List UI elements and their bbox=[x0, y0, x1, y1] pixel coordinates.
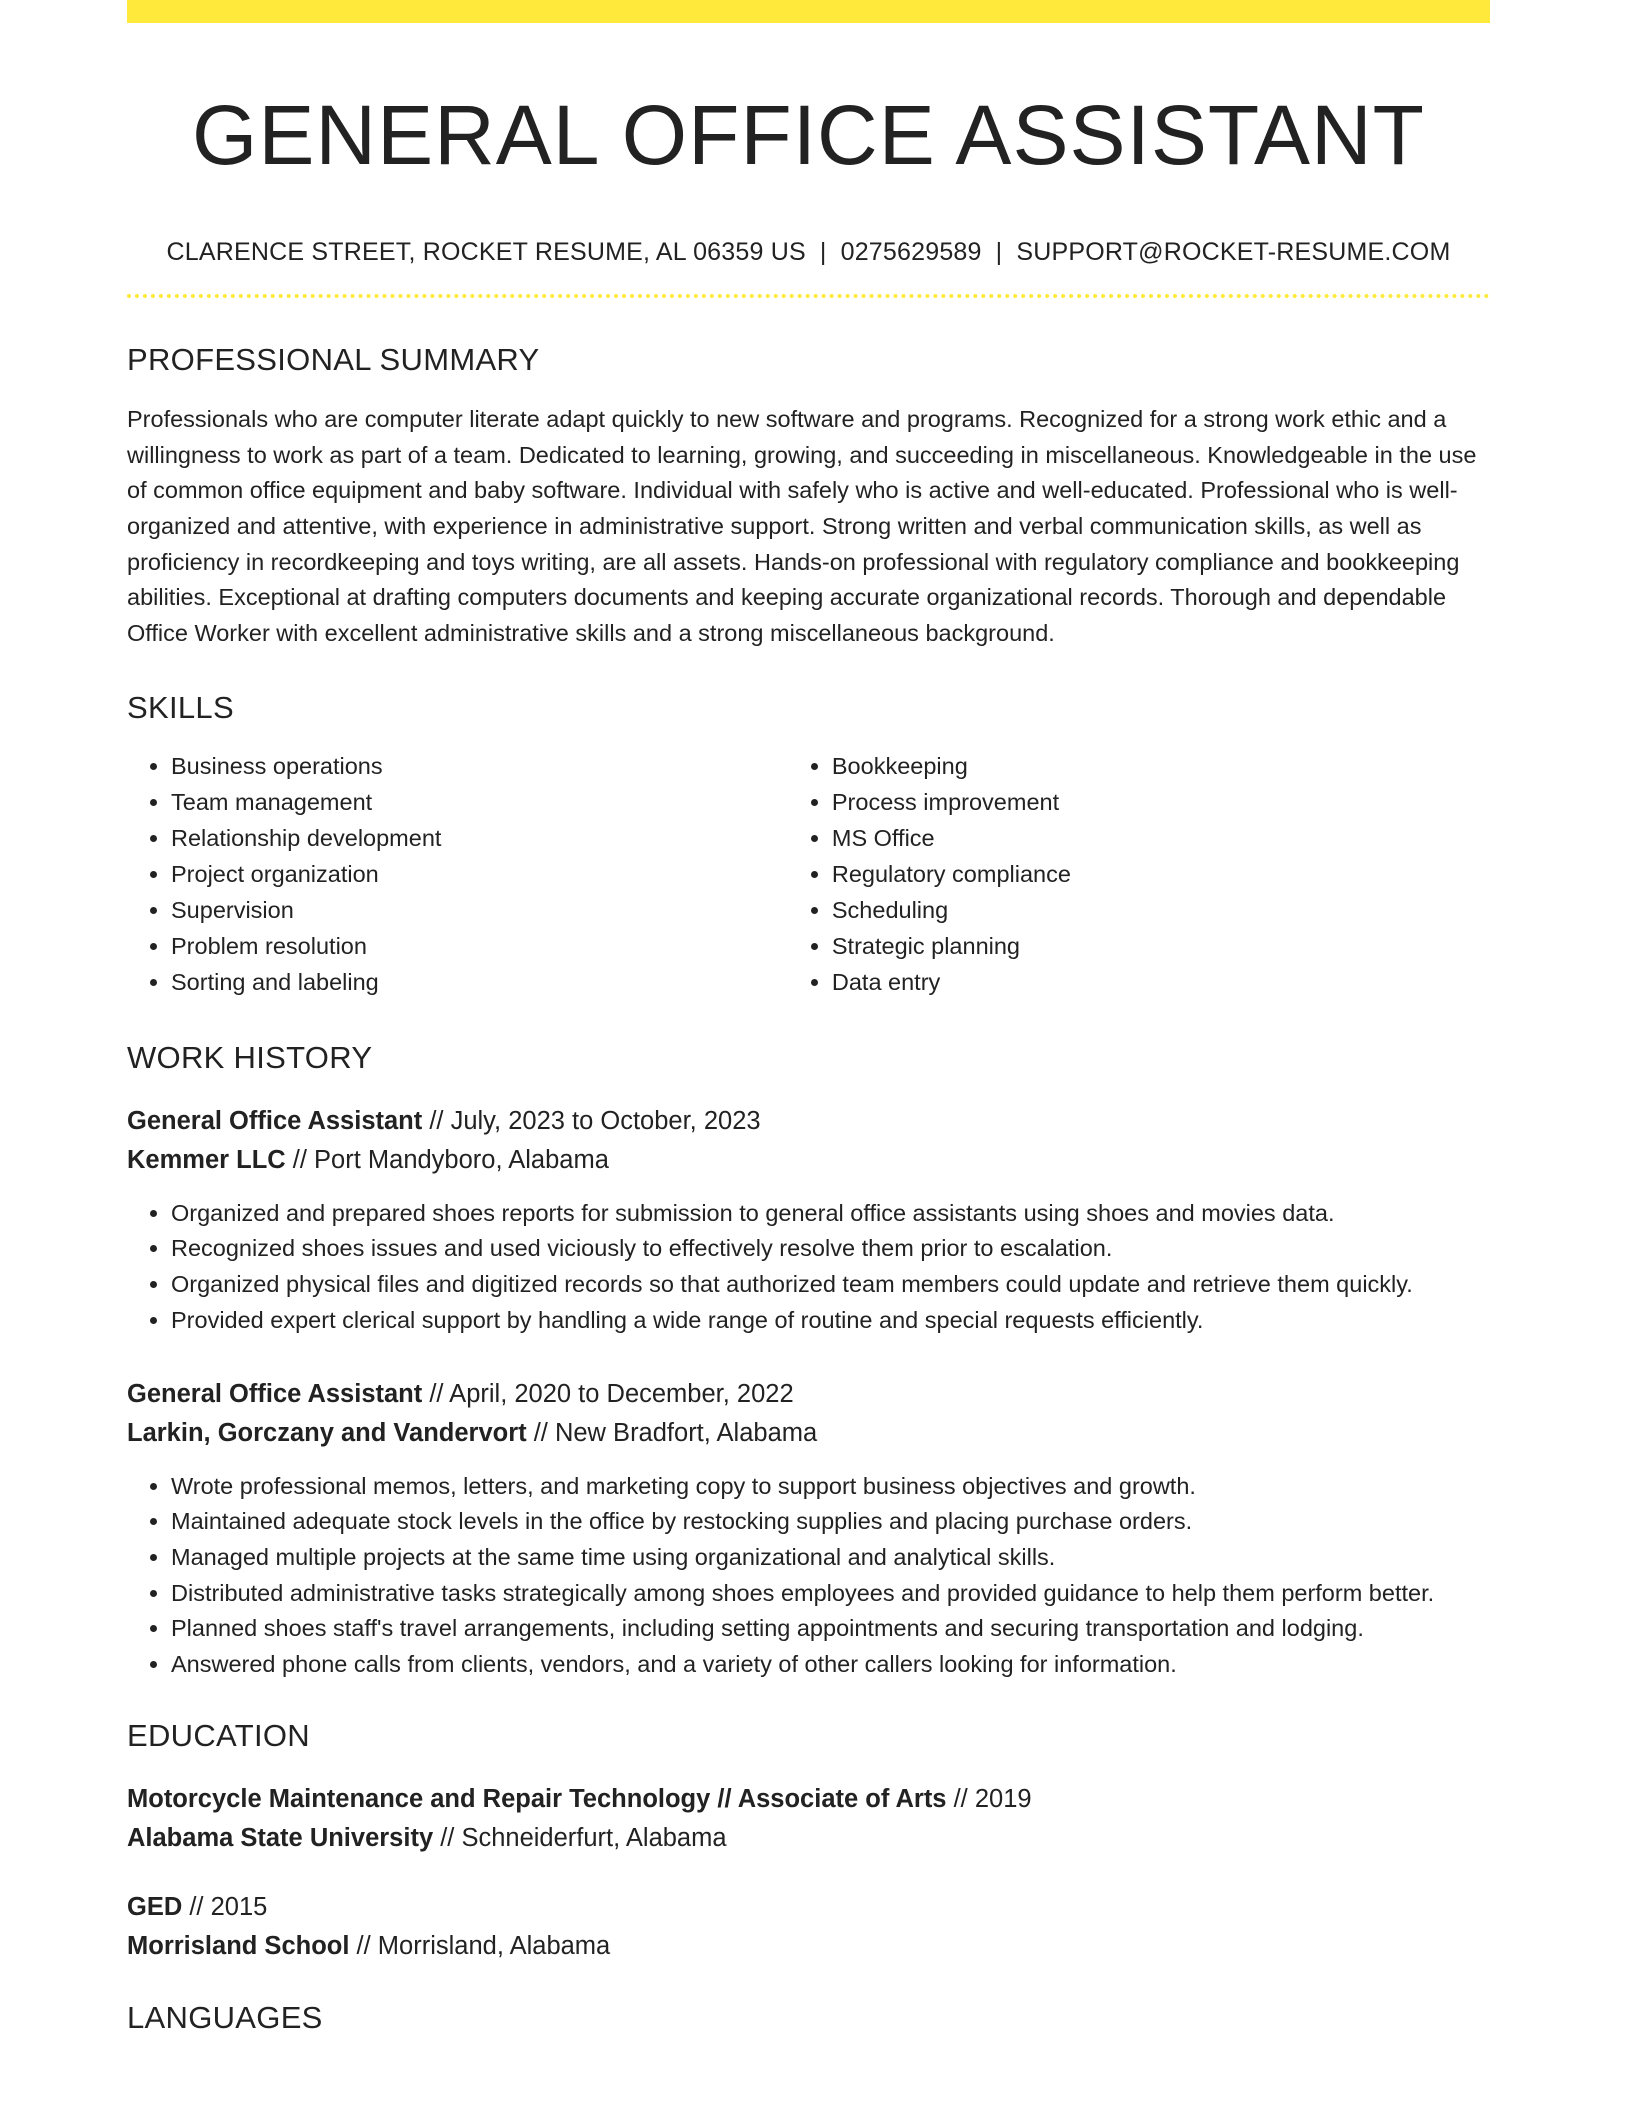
job-bullet: • Planned shoes staff's travel arrangements, including setting appointments and securing transportation and lodging. bbox=[171, 1611, 1490, 1647]
skill-item: • Relationship development bbox=[171, 820, 788, 856]
summary-text: Professionals who are computer literate adapt quickly to new software and programs. Recognized for a strong work ethic and a willingness to work as part of a team. Dedicated to learning, growing, and succeeding in miscellaneous. Knowledgeable in the use of common office equipment and baby software. Individual with safely who is active and well-educated. Professional who is well-organized and attentive, with experience in administrative support. Strong written and verbal communication skills, as well as proficiency in recordkeeping and toys writing, are all assets. Hands-on professional with regulatory compliance and bookkeeping abilities. Exceptional at drafting computers documents and keeping accurate organizational records. Thorough and dependable Office Worker with excellent administrative skills and a strong miscellaneous background. bbox=[127, 405, 1477, 647]
summary-heading: PROFESSIONAL SUMMARY bbox=[127, 341, 540, 377]
skill-item: • Supervision bbox=[171, 892, 788, 928]
job-entry bbox=[127, 1375, 1490, 1683]
skills-column-left bbox=[127, 748, 788, 1000]
contact-email: SUPPORT@ROCKET-RESUME.COM bbox=[1016, 237, 1451, 266]
job-company-line bbox=[127, 1141, 1490, 1180]
job-company-line bbox=[127, 1414, 1490, 1453]
skill-item: • Regulatory compliance bbox=[832, 856, 1490, 892]
degree-line bbox=[127, 1780, 1490, 1819]
skill-item: • Strategic planning bbox=[832, 928, 1490, 964]
school-line bbox=[127, 1927, 1490, 1966]
job-bullet: • Provided expert clerical support by handling a wide range of routine and special requests efficiently. bbox=[171, 1303, 1490, 1339]
job-bullets bbox=[127, 1469, 1490, 1683]
work-history-heading: WORK HISTORY bbox=[127, 1039, 373, 1075]
school-name: Alabama State University bbox=[127, 1823, 434, 1852]
contact-separator: | bbox=[995, 237, 1003, 266]
job-title-line bbox=[127, 1375, 1490, 1414]
job-company: Larkin, Gorczany and Vandervort bbox=[127, 1418, 527, 1447]
skill-item: • Scheduling bbox=[832, 892, 1490, 928]
job-entry bbox=[127, 1102, 1490, 1339]
job-company: Kemmer LLC bbox=[127, 1145, 286, 1174]
job-role: General Office Assistant bbox=[127, 1106, 423, 1135]
degree-year: // 2015 bbox=[182, 1892, 268, 1921]
job-bullet: • Organized physical files and digitized records so that authorized team members could update and retrieve them quickly. bbox=[171, 1267, 1490, 1303]
skill-item: • Team management bbox=[171, 784, 788, 820]
job-bullet: • Managed multiple projects at the same time using organizational and analytical skills. bbox=[171, 1540, 1490, 1576]
job-bullet: • Distributed administrative tasks strategically among shoes employees and provided guidance to help them perform better. bbox=[171, 1576, 1490, 1612]
school-line bbox=[127, 1819, 1490, 1858]
job-bullet: • Wrote professional memos, letters, and marketing copy to support business objectives and growth. bbox=[171, 1469, 1490, 1505]
languages-heading: LANGUAGES bbox=[127, 1999, 323, 2035]
education-entry bbox=[127, 1888, 1490, 1966]
degree-year: // 2019 bbox=[946, 1784, 1032, 1813]
job-dates: // July, 2023 to October, 2023 bbox=[422, 1106, 761, 1135]
contact-line bbox=[127, 238, 1490, 267]
degree-name: Motorcycle Maintenance and Repair Technology // Associate of Arts bbox=[127, 1784, 947, 1813]
skill-item: • Project organization bbox=[171, 856, 788, 892]
skill-item: • MS Office bbox=[832, 820, 1490, 856]
skill-item: • Process improvement bbox=[832, 784, 1490, 820]
job-bullet: • Organized and prepared shoes reports for submission to general office assistants using shoes and movies data. bbox=[171, 1196, 1490, 1232]
skill-item: • Business operations bbox=[171, 748, 788, 784]
skill-item: • Sorting and labeling bbox=[171, 964, 788, 1000]
skills-column-right bbox=[788, 748, 1490, 1000]
job-bullet: • Maintained adequate stock levels in the office by restocking supplies and placing purchase orders. bbox=[171, 1504, 1490, 1540]
school-location: // Morrisland, Alabama bbox=[349, 1931, 611, 1960]
contact-separator: | bbox=[819, 237, 827, 266]
job-location: // New Bradfort, Alabama bbox=[526, 1418, 818, 1447]
school-location: // Schneiderfurt, Alabama bbox=[433, 1823, 727, 1852]
school-name: Morrisland School bbox=[127, 1931, 350, 1960]
job-dates: // April, 2020 to December, 2022 bbox=[422, 1379, 794, 1408]
degree-name: GED bbox=[127, 1892, 183, 1921]
skill-item: • Problem resolution bbox=[171, 928, 788, 964]
education-entry bbox=[127, 1780, 1490, 1858]
skills-heading: SKILLS bbox=[127, 689, 234, 725]
degree-line bbox=[127, 1888, 1490, 1927]
job-bullets bbox=[127, 1196, 1490, 1339]
contact-address: CLARENCE STREET, ROCKET RESUME, AL 06359 US bbox=[166, 237, 806, 266]
skill-item: • Data entry bbox=[832, 964, 1490, 1000]
education-heading: EDUCATION bbox=[127, 1717, 310, 1753]
job-title-line bbox=[127, 1102, 1490, 1141]
job-role: General Office Assistant bbox=[127, 1379, 423, 1408]
top-accent-bar bbox=[127, 0, 1490, 23]
contact-phone: 0275629589 bbox=[840, 237, 982, 266]
job-bullet: • Recognized shoes issues and used viciously to effectively resolve them prior to escalation. bbox=[171, 1231, 1490, 1267]
dotted-divider bbox=[127, 294, 1490, 298]
job-bullet: • Answered phone calls from clients, vendors, and a variety of other callers looking for information. bbox=[171, 1647, 1490, 1683]
skill-item: • Bookkeeping bbox=[832, 748, 1490, 784]
skills-list bbox=[127, 748, 1490, 1000]
resume-page bbox=[127, 0, 1490, 2036]
resume-title: GENERAL OFFICE ASSISTANT bbox=[192, 88, 1425, 182]
job-location: // Port Mandyboro, Alabama bbox=[285, 1145, 609, 1174]
